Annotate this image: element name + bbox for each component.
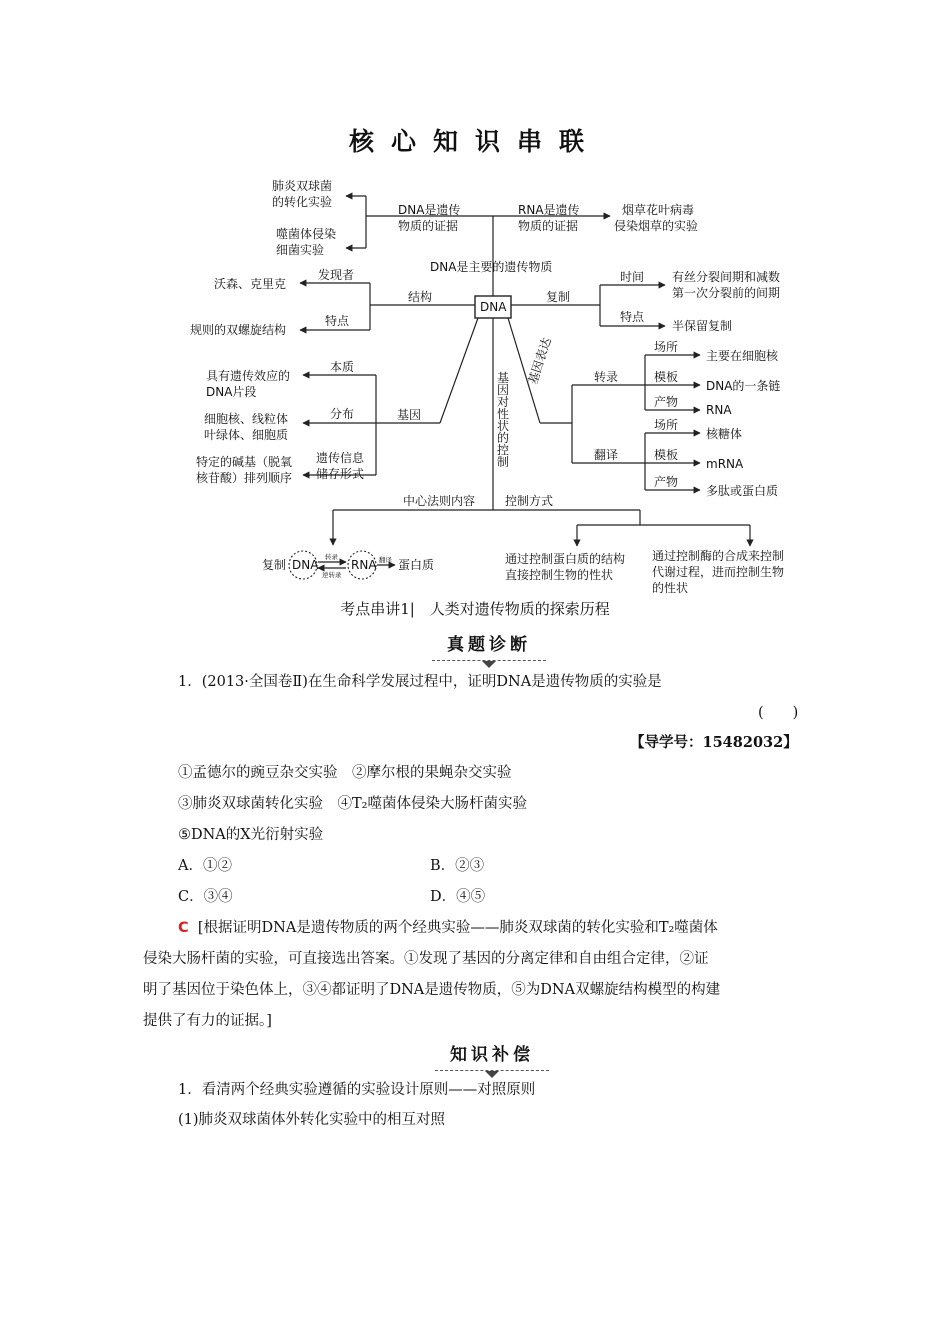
info-value-1: 特定的碱基（脱氧: [196, 455, 293, 469]
transcription-label: 转录: [594, 370, 619, 384]
distribution-label: 分布: [330, 407, 355, 421]
control-protein-2: 直接控制生物的性状: [505, 568, 614, 582]
gene-control-5: 状: [497, 419, 510, 433]
question-item-3: ⑤DNA的X光衍射实验: [178, 827, 324, 843]
central-dogma-label: 中心法则内容: [403, 494, 476, 508]
dna-center: DNA: [480, 300, 507, 314]
banner-knowledge-supplement: [427, 1040, 557, 1078]
discoverer: 沃森、克里克: [214, 277, 287, 291]
gene-control-8: 制: [497, 455, 510, 469]
essence-value-1: 具有遗传效应的: [206, 369, 291, 383]
supplement-line-2: (1)肺炎双球菌体外转化实验中的相互对照: [178, 1112, 446, 1128]
answer-parentheses: ( ): [758, 705, 799, 721]
explanation-line-4: 提供了有力的证据。]: [143, 1013, 272, 1029]
gene-control-3: 对: [497, 395, 510, 409]
translation-label: 翻译: [594, 448, 619, 462]
time-value-1: 有丝分裂间期和减数: [672, 270, 781, 284]
dna-node: DNA: [292, 558, 319, 572]
control-protein-1: 通过控制蛋白质的结构: [505, 552, 626, 566]
question-item-2: ③肺炎双球菌转化实验 ④T₂噬菌体侵染大肠杆菌实验: [178, 796, 527, 812]
replication-label: 复制: [546, 290, 571, 304]
explanation-line-1: [178, 918, 718, 938]
question-stem: 1．(2013·全国卷Ⅱ)在生命科学发展过程中，证明DNA是遗传物质的实验是: [178, 674, 662, 690]
gene-control-2: 因: [497, 383, 510, 397]
gene-label: 基因: [397, 408, 422, 422]
gene-expression-3: 表: [533, 347, 551, 364]
control-enzyme-3: 的性状: [652, 581, 689, 595]
discoverer-label: 发现者: [318, 268, 355, 282]
distribution-value-2: 叶绿体、细胞质: [204, 428, 289, 442]
answer-letter: C: [178, 920, 189, 936]
pneumococcus-exp-2: 的转化实验: [272, 195, 333, 209]
essence-value-2: DNA片段: [206, 385, 257, 399]
banner-triangle-icon: [485, 1071, 499, 1078]
tr-product-label: 产物: [654, 395, 679, 409]
banner-triangle-icon: [482, 661, 496, 668]
tobacco-exp-1: 烟草花叶病毒: [622, 203, 695, 217]
option-a: A．①②: [178, 858, 232, 874]
banner-knowledge-supplement-text: 知识补偿: [450, 1045, 534, 1065]
tl-template-label: 模板: [654, 448, 679, 462]
tobacco-exp-2: 侵染烟草的实验: [614, 219, 699, 233]
guide-number: 【导学号：15482032】: [630, 734, 798, 751]
semi-conservative: 半保留复制: [672, 319, 733, 333]
banner-exam-diagnosis: [424, 630, 554, 668]
gene-control-4: 性: [497, 407, 510, 421]
rna-node: RNA: [351, 558, 377, 572]
gene-expression-1: 基: [525, 370, 543, 386]
transcribe-small: 转录: [325, 553, 338, 561]
gene-control-7: 控: [497, 443, 510, 457]
tr-product: RNA: [706, 403, 732, 417]
gene-expression-4: 达: [536, 335, 554, 352]
phage-exp-1: 噬菌体侵染: [276, 227, 337, 241]
explanation-line-2: 侵染大肠杆菌的实验，可直接选出答案。①发现了基因的分离定律和自由组合定律，②证: [143, 951, 709, 967]
section-heading: 考点串讲1| 人类对遗传物质的探索历程: [340, 600, 610, 618]
distribution-value-1: 细胞核、线粒体: [204, 412, 289, 426]
dna-evidence-1: DNA是遗传: [398, 203, 461, 217]
question-item-1: ①孟德尔的豌豆杂交实验 ②摩尔根的果蝇杂交实验: [178, 765, 512, 781]
phage-exp-2: 细菌实验: [276, 243, 325, 257]
control-enzyme-2: 代谢过程，进而控制生物: [652, 565, 785, 579]
rep-feature-label: 特点: [620, 310, 645, 324]
tr-template: DNA的一条链: [706, 379, 781, 393]
protein: 蛋白质: [398, 558, 435, 572]
banner-exam-diagnosis-text: 真题诊断: [447, 635, 531, 655]
option-d: D．④⑤: [430, 889, 486, 905]
gene-control-6: 的: [497, 431, 510, 445]
tl-place: 核糖体: [706, 427, 743, 441]
info-value-2: 核苷酸）排列顺序: [196, 471, 293, 485]
option-c: C．③④: [178, 889, 233, 905]
page-title: 核心知识串联: [348, 127, 601, 156]
tl-place-label: 场所: [654, 418, 679, 432]
control-enzyme-1: 通过控制酶的合成来控制: [652, 549, 785, 563]
tr-place: 主要在细胞核: [706, 349, 779, 363]
explanation-line-3: 明了基因位于染色体上，③④都证明了DNA是遗传物质，⑤为DNA双螺旋结构模型的构建: [143, 982, 721, 998]
translate-small: 翻译: [379, 556, 392, 564]
tl-product-label: 产物: [654, 475, 679, 489]
rna-evidence-2: 物质的证据: [518, 219, 579, 233]
tr-place-label: 场所: [654, 340, 679, 354]
tl-template: mRNA: [706, 457, 744, 471]
time-value-2: 第一次分裂前的间期: [672, 286, 781, 300]
option-b: B．②③: [430, 858, 485, 874]
supplement-line-1: 1．看清两个经典实验遵循的实验设计原则——对照原则: [178, 1082, 536, 1098]
reverse-small: 逆转录: [322, 571, 342, 579]
dna-evidence-2: 物质的证据: [398, 219, 459, 233]
gene-control-1: 基: [497, 371, 510, 385]
structure-label: 结构: [408, 290, 433, 304]
info-label-2: 储存形式: [316, 467, 365, 481]
structure-feature-label: 特点: [325, 314, 350, 328]
explanation-text-1: [根据证明DNA是遗传物质的两个经典实验——肺炎双球菌的转化实验和T₂噬菌体: [197, 920, 718, 936]
gene-expression-2: 因: [529, 358, 547, 375]
time-label: 时间: [620, 270, 645, 284]
essence-label: 本质: [330, 360, 355, 374]
tl-product: 多肽或蛋白质: [706, 484, 779, 498]
pneumococcus-exp-1: 肺炎双球菌: [272, 179, 333, 193]
rna-evidence-1: RNA是遗传: [518, 203, 580, 217]
main-genetic-material: DNA是主要的遗传物质: [430, 260, 553, 274]
double-helix: 规则的双螺旋结构: [190, 323, 287, 337]
tr-template-label: 模板: [654, 370, 679, 384]
control-way-label: 控制方式: [505, 494, 554, 508]
replication-word: 复制: [262, 558, 287, 572]
concept-map: [0, 0, 950, 600]
info-label-1: 遗传信息: [316, 451, 365, 465]
